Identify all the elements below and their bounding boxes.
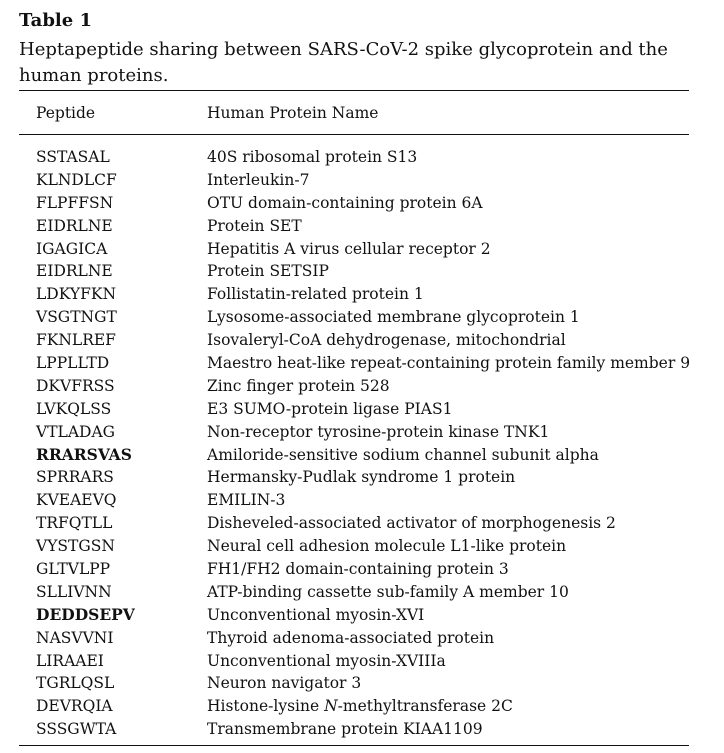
table-row	[0, 329, 724, 352]
table-row	[0, 398, 724, 421]
protein-name-cell: Thyroid adenoma-associated protein	[207, 628, 495, 647]
table-label: Table 1	[19, 10, 93, 31]
table-row	[0, 238, 724, 261]
table-row	[0, 512, 724, 535]
peptide-cell: TGRLQSL	[36, 674, 115, 693]
protein-name-cell: Protein SET	[207, 216, 302, 235]
table-row	[0, 627, 724, 650]
protein-name-cell: Hepatitis A virus cellular receptor 2	[207, 239, 491, 258]
table-row	[0, 650, 724, 673]
table-caption: Heptapeptide sharing between SARS-CoV-2 spike glycoprotein and the human proteins.	[19, 39, 668, 86]
peptide-cell: LVKQLSS	[36, 399, 112, 418]
peptide-cell: KVEAEVQ	[36, 491, 117, 510]
peptide-cell: SSTASAL	[36, 148, 110, 166]
table-row	[0, 604, 724, 627]
peptide-cell: FLPFFSN	[36, 193, 114, 212]
protein-name-cell: EMILIN-3	[207, 491, 286, 510]
peptide-cell: TRFQTLL	[36, 514, 113, 533]
protein-name-cell: Unconventional myosin-XVIIIa	[207, 651, 446, 670]
peptide-cell: SSSGWTA	[36, 720, 117, 739]
table-row	[0, 444, 724, 467]
protein-name-cell: Transmembrane protein KIAA1109	[207, 720, 483, 739]
table-row	[0, 146, 724, 169]
peptide-cell: LIRAAEI	[36, 651, 104, 670]
protein-name-cell: Zinc finger protein 528	[207, 376, 390, 395]
protein-name-cell: 40S ribosomal protein S13	[207, 148, 418, 166]
protein-name-cell: FH1/FH2 domain-containing protein 3	[207, 560, 509, 579]
peptide-cell: NASVVNI	[36, 628, 114, 647]
table-row	[0, 375, 724, 398]
table-row	[0, 581, 724, 604]
protein-name-cell: ATP-binding cassette sub-family A member 10	[207, 582, 569, 601]
protein-name-cell: Disheveled-associated activator of morphogenesis 2	[207, 514, 616, 533]
header-protein-name: Human Protein Name	[207, 104, 379, 122]
protein-name-cell: Isovaleryl-CoA dehydrogenase, mitochondrial	[207, 331, 566, 350]
protein-name-cell: Follistatin-related protein 1	[207, 285, 424, 304]
protein-name-cell: Interleukin-7	[207, 170, 310, 189]
protein-name-cell: Neural cell adhesion molecule L1-like protein	[207, 537, 567, 556]
table-row	[0, 695, 724, 718]
peptide-cell: IGAGICA	[36, 239, 108, 258]
peptide-cell: FKNLREF	[36, 331, 116, 350]
peptide-cell: LDKYFKN	[36, 285, 117, 304]
protein-name-cell: Amiloride-sensitive sodium channel subunit alpha	[207, 445, 599, 464]
protein-name-cell: OTU domain-containing protein 6A	[207, 193, 483, 212]
header-peptide: Peptide	[36, 104, 96, 122]
table-row	[0, 192, 724, 215]
peptide-cell: EIDRLNE	[36, 262, 113, 281]
protein-name-cell: Neuron navigator 3	[207, 674, 362, 693]
protein-name-cell: Lysosome-associated membrane glycoprotein 1	[207, 308, 580, 327]
table-row	[0, 718, 724, 741]
peptide-cell: GLTVLPP	[36, 560, 111, 579]
peptide-cell: VYSTGSN	[36, 537, 115, 556]
protein-name-cell: Hermansky-Pudlak syndrome 1 protein	[207, 468, 516, 487]
table-row	[0, 306, 724, 329]
peptide-cell: LPPLLTD	[36, 354, 110, 373]
table-body	[0, 146, 724, 741]
peptide-cell: EIDRLNE	[36, 216, 113, 235]
table-row	[0, 558, 724, 581]
peptide-cell: RRARSVAS	[36, 444, 132, 464]
table-row	[0, 215, 724, 238]
peptide-cell: VSGTNGT	[36, 308, 117, 327]
table-row	[0, 535, 724, 558]
table-row	[0, 421, 724, 444]
protein-name-cell: Maestro heat-like repeat-containing protein family member 9	[207, 354, 691, 373]
peptide-cell: VTLADAG	[36, 422, 116, 441]
table-header-row	[0, 102, 724, 124]
peptide-cell: DEDDSEPV	[36, 604, 135, 624]
table-row	[0, 489, 724, 512]
protein-name-cell: E3 SUMO-protein ligase PIAS1	[207, 399, 453, 418]
peptide-cell: SLLIVNN	[36, 582, 112, 601]
table-row	[0, 283, 724, 306]
table-row	[0, 466, 724, 489]
table-top-rule	[19, 90, 689, 91]
peptide-cell: SPRRARS	[36, 468, 114, 487]
table-row	[0, 672, 724, 695]
protein-name-cell: Histone-lysine N-methyltransferase 2C	[207, 697, 513, 716]
table-header-rule	[19, 134, 689, 135]
protein-name-cell: Unconventional myosin-XVI	[207, 605, 425, 624]
protein-name-cell: Non-receptor tyrosine-protein kinase TNK1	[207, 422, 550, 441]
peptide-cell: DKVFRSS	[36, 376, 115, 395]
table-row	[0, 352, 724, 375]
table-bottom-rule	[19, 745, 689, 746]
table-row	[0, 260, 724, 283]
peptide-cell: DEVRQIA	[36, 697, 113, 716]
protein-name-cell: Protein SETSIP	[207, 262, 329, 281]
table-row	[0, 169, 724, 192]
peptide-cell: KLNDLCF	[36, 170, 117, 189]
